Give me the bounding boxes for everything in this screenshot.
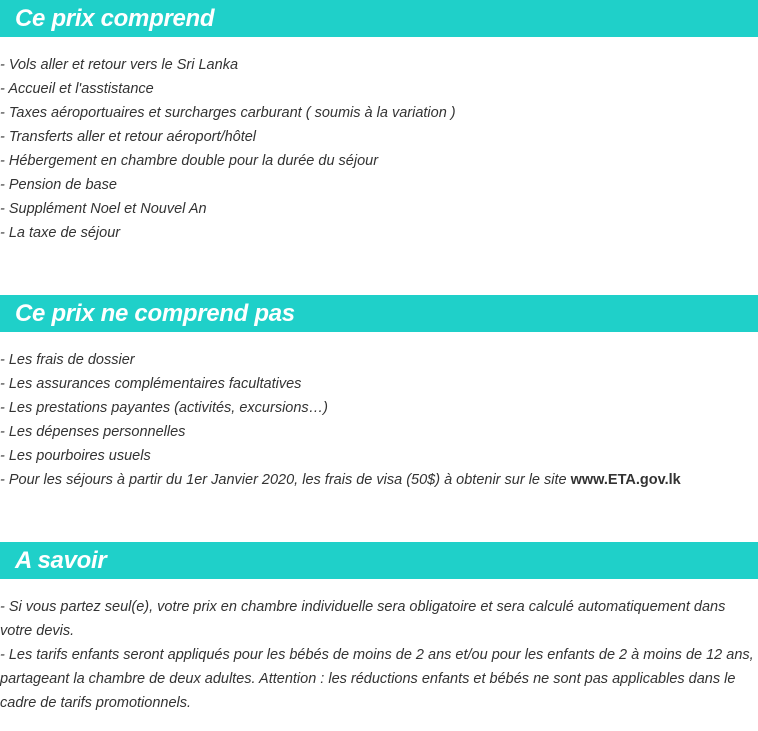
section-not-included (0, 295, 758, 492)
not-included-list (0, 348, 758, 492)
visa-text: - Pour les séjours à partir du 1er Janvier 2020, les frais de visa (50$) à obtenir sur le site (0, 472, 571, 488)
list-item: - Taxes aéroportuaires et surcharges carburant ( soumis à la variation ) (0, 105, 456, 121)
list-item: - Transferts aller et retour aéroport/hôtel (0, 129, 257, 145)
list-item: - Les dépenses personnelles (0, 424, 186, 440)
good-to-know-list (0, 595, 758, 715)
section-header-included (0, 0, 758, 37)
section-title: A savoir (15, 547, 107, 574)
section-title: Ce prix comprend (15, 5, 215, 32)
list-item: - La taxe de séjour (0, 225, 121, 241)
section-header-not-included (0, 295, 758, 332)
section-title: Ce prix ne comprend pas (15, 300, 295, 327)
section-good-to-know (0, 542, 758, 715)
section-header-good-to-know (0, 542, 758, 579)
list-item: - Les assurances complémentaires facultatives (0, 376, 302, 392)
list-item: - Les tarifs enfants seront appliqués pour les bébés de moins de 2 ans et/ou pour les enfants de 2 à moins de 12 ans, partageant la chambre de deux adultes. Attention : les réductions enfants et bébés ne sont pas applicables dans le cadre de tarifs promotionnels. (0, 647, 754, 711)
list-item: - Les prestations payantes (activités, excursions…) (0, 400, 328, 416)
list-item: - Les frais de dossier (0, 352, 135, 368)
list-item: - Accueil et l'asstistance (0, 81, 154, 97)
list-item: - Pension de base (0, 177, 117, 193)
list-item: - Supplément Noel et Nouvel An (0, 201, 207, 217)
list-item: - Hébergement en chambre double pour la durée du séjour (0, 153, 379, 169)
list-item: - Vols aller et retour vers le Sri Lanka (0, 57, 239, 73)
list-item-visa (0, 468, 758, 492)
list-item: - Les pourboires usuels (0, 448, 151, 464)
eta-website-link[interactable]: www.ETA.gov.lk (570, 472, 681, 488)
included-list (0, 53, 758, 245)
section-included (0, 0, 758, 245)
list-item: - Si vous partez seul(e), votre prix en chambre individuelle sera obligatoire et sera calculé automatiquement dans votre devis. (0, 599, 726, 639)
